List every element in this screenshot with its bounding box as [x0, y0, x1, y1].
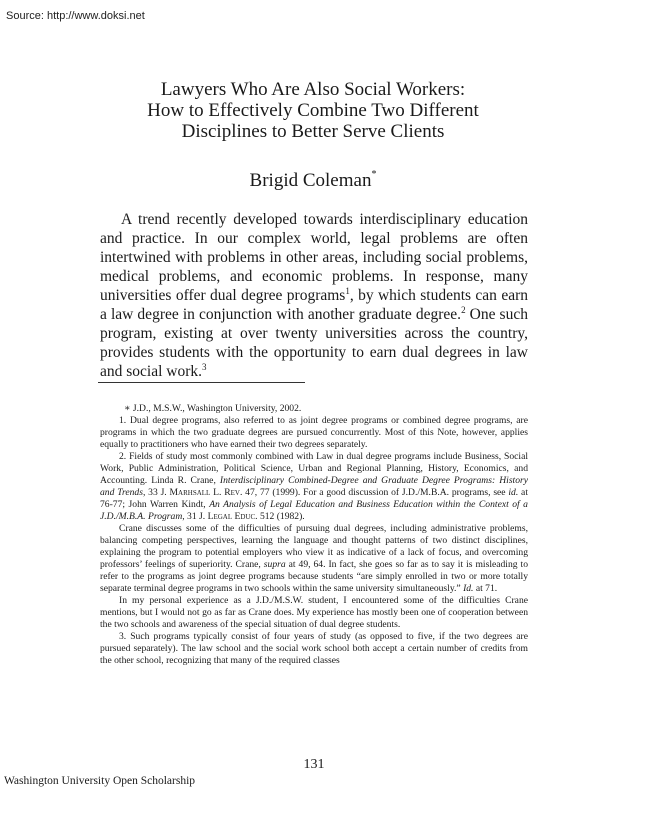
crane-id: Id. — [463, 583, 474, 594]
footnote-2-text: , 31 J. — [182, 511, 208, 522]
footnote-2-journal: Marhsall — [169, 487, 211, 498]
author-byline — [98, 170, 528, 192]
author-name: Brigid Coleman — [249, 170, 372, 191]
footnote-author: ∗ J.D., M.S.W., Washington University, 2002. — [124, 403, 302, 414]
footnote-2-text: . 47, 77 (1999). For a good discussion of J.D./M.B.A. programs, see — [239, 487, 509, 498]
crane-supra: supra — [263, 559, 286, 570]
footnote-2-text: , 33 J. — [142, 487, 170, 498]
title-line-2: How to Effectively Combine Two Different — [147, 100, 479, 121]
footnote-2-id: id. — [508, 487, 519, 498]
footnote-2-text: L. — [210, 487, 225, 498]
footnote-2-text: 2. Fields of study most commonly combined with Law in dual degree programs include Business, Social Work, Public Administration, Political Science, Urban and Regional Planning, History, Economics, and Accounting. Linda R. Crane, — [100, 451, 528, 486]
footnote-2-citation-title: Interdisciplinary Combined-Degree and Graduate Degree Programs: History and Trends — [100, 475, 529, 498]
title-line-1: Lawyers Who Are Also Social Workers: — [160, 79, 466, 100]
page-number: 131 — [303, 757, 325, 772]
footnote-ref-2: 2 — [461, 305, 466, 315]
footnote-2 — [100, 451, 528, 523]
footnote-2-personal-paragraph: In my personal experience as a J.D./M.S.W. student, I encountered some of the difficulties Crane mentions, but I would not go as far as Crane does. My experience has mostly been one of cooperation between the two schools and awareness of the special situation of dual degree students. — [100, 595, 528, 630]
title-line-3: Disciplines to Better Serve Clients — [181, 121, 445, 142]
footnote-1: 1. Dual degree programs, also referred to as joint degree programs or combined degree programs, are programs in which the two graduate degrees are pursued concurrently. Most of this Note, however, applies equally to practitioners who have earned their two degrees separately. — [100, 415, 528, 450]
footnote-2-crane-paragraph — [100, 523, 528, 595]
footnote-2-citation-title: An Analysis of Legal Education and Business Education within the Context of a J.D./M.B.A. Program — [100, 499, 528, 522]
footnote-ref-1: 1 — [345, 286, 350, 296]
article-title — [98, 79, 528, 142]
footer-label: Washington University Open Scholarship — [4, 775, 196, 787]
footnote-3: 3. Such programs typically consist of four years of study (as opposed to five, if the two degrees are pursued separately). The law school and the social work school both accept a certain number of credits from the other school, recognizing that many of the required classes — [100, 631, 528, 666]
author-footnote-mark: * — [371, 169, 377, 180]
crane-text: at 49, 64. In fact, she goes so far as to say it is misleading to refer to the programs as joint degree programs because students “are simply enrolled in two or more totally separate terminal degree programs in two schools within the same university simultaneously.” — [100, 559, 528, 594]
body-segment-2: , by which students can earn a law degree in conjunction with another graduate degree. — [100, 287, 528, 323]
source-label: Source: http://www.doksi.net — [6, 10, 145, 22]
footnote-2-text: . 512 (1982). — [255, 511, 305, 522]
footnote-divider — [98, 382, 305, 383]
footnote-2-journal: Legal Educ — [207, 511, 256, 522]
footnote-2-text: at 76-77; John Warren Kindt, — [100, 487, 528, 510]
body-segment-3: One such program, existing at over twenty universities across the country, provides students with the opportunity to earn dual degrees in law and social work. — [100, 306, 528, 380]
footnote-ref-3: 3 — [202, 362, 207, 372]
body-segment-1: A trend recently developed towards interdisciplinary education and practice. In our complex world, legal problems are often intertwined with problems in other areas, including social problems, medical problems, and economic problems. In response, many universities offer dual degree programs — [100, 211, 528, 304]
crane-text: at 71. — [473, 583, 498, 594]
body-paragraph — [100, 210, 528, 381]
footnote-2-journal: Rev — [224, 487, 240, 498]
crane-text: Crane discusses some of the difficulties of pursuing dual degrees, including administrative problems, balancing competing perspectives, learning the language and thought patterns of two distinct disciplines, explaining the program to potential employers who view it as indicative of a lack of focus, and overcoming professors’ feelings of superiority. Crane, — [100, 523, 528, 570]
footnotes — [100, 403, 528, 667]
